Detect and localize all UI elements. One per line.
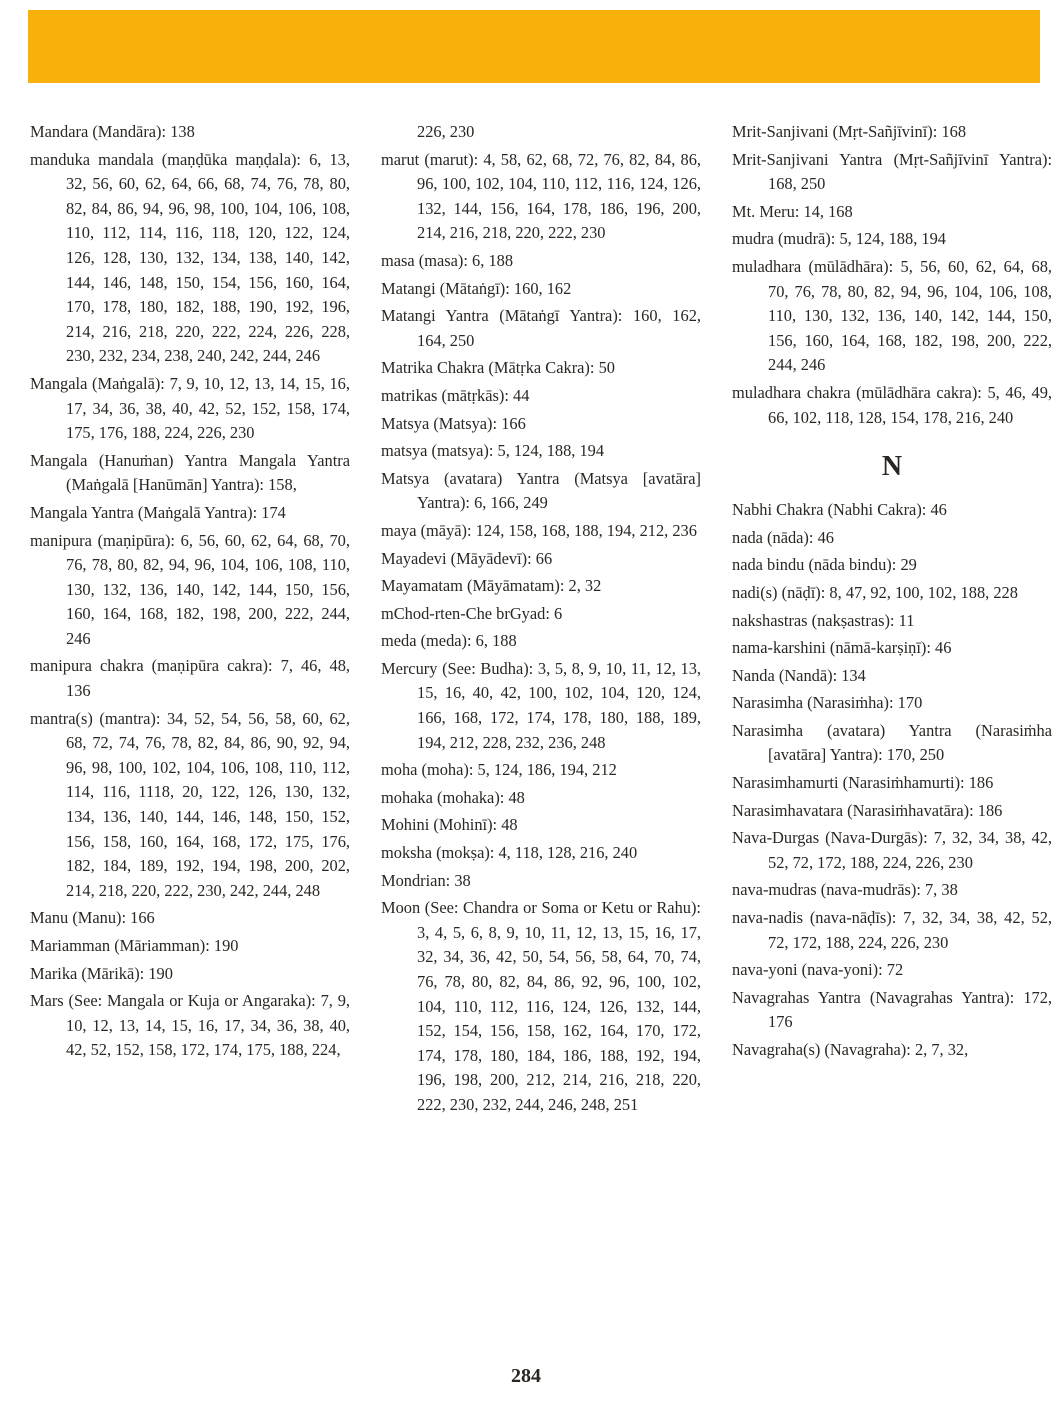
entry-term: Mangala (Maṅgalā): <box>30 373 165 393</box>
index-entry <box>381 813 701 838</box>
entry-page-refs: 48 <box>508 787 525 807</box>
entry-page-refs: 46 <box>930 500 947 520</box>
entry-term: manduka mandala (maṇḍūka maṇḍala): <box>30 149 301 169</box>
entry-term: Nanda (Nandā): <box>732 665 838 685</box>
index-entry <box>732 1038 1052 1063</box>
entry-term: Mohini (Mohinī): <box>381 815 498 835</box>
entry-term: Mandara (Mandāra): <box>30 122 167 141</box>
entry-term: Navagraha(s) (Navagraha): <box>732 1040 911 1059</box>
entry-page-refs: 6, 166, 249 <box>474 493 548 513</box>
index-entry <box>732 719 1052 768</box>
index-entry <box>381 657 701 755</box>
index-entry <box>381 602 701 627</box>
entry-page-refs: 166 <box>501 413 526 433</box>
entry-page-refs: 7, 32, 34, 38, 42, 52, 72, 172, 188, 224, 226, 230 <box>768 828 1052 872</box>
entry-term: Mrit-Sanjivani Yantra (Mṛt-Sañjīvinī Yantra): <box>732 149 1052 169</box>
entry-page-refs: 174 <box>261 502 286 522</box>
index-entry <box>381 519 701 544</box>
index-entry <box>30 906 350 931</box>
entry-page-refs: 124, 158, 168, 188, 194, 212, 236 <box>475 520 697 540</box>
index-column-2 <box>381 120 701 1121</box>
index-column-1 <box>30 120 350 1066</box>
index-entry <box>732 581 1052 606</box>
entry-term: manipura chakra (maṇipūra cakra): <box>30 656 273 676</box>
entry-page-refs: 46 <box>935 638 952 658</box>
entry-page-refs: 4, 118, 128, 216, 240 <box>498 843 638 863</box>
entry-page-refs: 7, 9, 10, 12, 13, 14, 15, 16, 17, 34, 36, 38, 40, 42, 52, 152, 158, 174, 175, 176, 188, 224, 226, 230 <box>66 373 350 443</box>
entry-term: nada (nāda): <box>732 527 814 547</box>
index-entry <box>30 372 350 446</box>
entry-term: Mangala (Hanuṁan) Yantra Mangala Yantra (Maṅgalā [Hanūmān] Yantra): <box>30 450 350 495</box>
entry-page-refs: 7, 9, 10, 12, 13, 14, 15, 16, 17, 34, 36, 38, 40, 42, 52, 152, 158, 172, 174, 175, 188, 224, <box>66 991 350 1060</box>
entry-page-refs: 166 <box>130 908 155 928</box>
entry-term: Nabhi Chakra (Nabhi Cakra): <box>732 500 927 520</box>
entry-page-refs: 6, 13, 32, 56, 60, 62, 64, 66, 68, 74, 76, 78, 80, 82, 84, 86, 94, 96, 98, 100, 104, 106, 108, 110, 112, 114, 116, 118, 120, 122, 124, 126, 128, 130, 132, 134, 138, 140, 142, 144, 146, 148, 150, 154, 156, 160, 164, 170, 178, 180, 182, 188, 190, 192, 196, 214, 216, 218, 220, 222, 224, 226, 228, 230, 232, 234, 238, 240, 242, 244, 246 <box>66 149 350 366</box>
entry-page-refs: 5, 46, 49, 66, 102, 118, 128, 154, 178, 216, 240 <box>768 382 1052 427</box>
index-column-3 <box>732 120 1052 1066</box>
entry-term: moksha (mokṣa): <box>381 843 495 863</box>
entry-page-refs: 170 <box>897 693 923 713</box>
index-entry <box>732 609 1052 634</box>
entry-page-refs: 66 <box>535 548 553 568</box>
entry-page-refs: 48 <box>501 815 518 835</box>
section-letter-heading: N <box>881 451 903 483</box>
index-entry <box>30 501 350 526</box>
index-entry <box>381 412 701 437</box>
entry-term: Manu (Manu): <box>30 908 127 928</box>
entry-term: Mayamatam (Māyāmatam): <box>381 576 565 596</box>
entry-page-refs: 138 <box>170 122 195 141</box>
entry-page-refs: 160, 162 <box>513 278 572 298</box>
entry-page-refs: 11 <box>898 610 915 630</box>
index-entry <box>30 989 350 1063</box>
index-entry <box>30 654 350 703</box>
entry-page-refs: 186 <box>977 800 1003 820</box>
entry-page-refs: 134 <box>841 665 866 685</box>
entry-term: Marika (Mārikā): <box>30 963 145 983</box>
entry-term: Narasimhavatara (Narasiṁhavatāra): <box>732 800 974 820</box>
index-entry <box>732 200 1052 225</box>
entry-term: nada bindu (nāda bindu): <box>732 555 897 575</box>
entry-term: meda (meda): <box>381 631 472 651</box>
entry-page-refs: 6, 188 <box>475 631 517 651</box>
entry-term: mohaka (mohaka): <box>381 787 505 807</box>
entry-page-refs: 186 <box>968 773 994 793</box>
entry-page-refs: 5, 124, 188, 194 <box>839 229 946 249</box>
entry-page-refs: 170, 250 <box>886 745 945 765</box>
entry-term: Mayadevi (Māyādevī): <box>381 548 532 568</box>
index-entry <box>732 381 1052 430</box>
index-entry <box>732 691 1052 716</box>
entry-term: Narasimhamurti (Narasiṁhamurti): <box>732 773 965 793</box>
index-entry <box>732 227 1052 252</box>
index-entry <box>381 841 701 866</box>
index-entry <box>381 148 701 246</box>
entry-term: Matrika Chakra (Mātṛka Cakra): <box>381 358 595 378</box>
index-entry <box>732 255 1052 378</box>
entry-term: nava-nadis (nava-nāḍīs): <box>732 908 897 928</box>
entry-term: Mangala Yantra (Maṅgalā Yantra): <box>30 502 258 522</box>
entry-term: matsya (matsya): <box>381 441 494 461</box>
index-entry <box>381 786 701 811</box>
entry-term: muladhara (mūlādhāra): <box>732 256 894 276</box>
page-number: 284 <box>511 1365 541 1387</box>
index-entry <box>732 799 1052 824</box>
entry-page-refs: 172, 176 <box>768 987 1052 1032</box>
entry-term: nava-yoni (nava-yoni): <box>732 960 883 980</box>
entry-page-refs: 7, 46, 48, 136 <box>66 656 350 701</box>
entry-term: nadi(s) (nāḍī): <box>732 582 826 602</box>
index-entry <box>732 120 1052 145</box>
entry-page-refs: 160, 162, 164, 250 <box>417 306 701 350</box>
entry-page-refs: 158, <box>268 475 297 495</box>
entry-page-refs: 38 <box>454 870 471 890</box>
index-entry <box>30 707 350 904</box>
entry-term: Matsya (Matsya): <box>381 413 498 433</box>
index-entry <box>732 498 1052 523</box>
entry-page-refs: 5, 56, 60, 62, 64, 68, 70, 76, 78, 80, 82, 94, 96, 104, 106, 108, 110, 130, 132, 136, 140, 142, 144, 150, 156, 160, 164, 168, 182, 198, 200, 222, 244, 246 <box>768 256 1052 375</box>
entry-page-refs: 8, 47, 92, 100, 102, 188, 228 <box>829 582 1018 602</box>
entry-term: nakshastras (nakṣastras): <box>732 610 895 630</box>
index-entry <box>732 878 1052 903</box>
entry-term: Matsya (avatara) Yantra (Matsya [avatāra] Yantra): <box>381 468 701 513</box>
index-entry <box>381 356 701 381</box>
index-entry <box>381 384 701 409</box>
entry-page-refs: 4, 58, 62, 68, 72, 76, 82, 84, 86, 96, 100, 102, 104, 110, 112, 116, 124, 126, 132, 144, 156, 164, 178, 186, 196, 200, 214, 216, 218, 220, 222, 230 <box>417 149 701 243</box>
index-entry <box>30 148 350 369</box>
entry-page-refs: 44 <box>513 385 530 405</box>
index-entry <box>381 629 701 654</box>
index-entry <box>381 896 701 1117</box>
index-entry <box>732 986 1052 1035</box>
entry-term: marut (marut): <box>381 149 479 169</box>
entry-page-refs: 46 <box>817 527 834 547</box>
entry-page-refs: 2, 7, 32, <box>914 1040 969 1059</box>
entry-page-refs: 190 <box>148 963 173 983</box>
index-entry <box>732 526 1052 551</box>
entry-term: Nava-Durgas (Nava-Durgās): <box>732 828 928 848</box>
entry-term: Navagrahas Yantra (Navagrahas Yantra): <box>732 987 1015 1007</box>
entry-term: Narasimha (avatara) Yantra (Narasiṁha [avatāra] Yantra): <box>732 720 1052 765</box>
entry-term: matrikas (mātṛkās): <box>381 385 509 405</box>
entry-page-refs: 2, 32 <box>568 576 602 596</box>
index-entry <box>732 148 1052 197</box>
entry-term: maya (māyā): <box>381 520 472 540</box>
entry-term: Moon (See: Chandra or Soma or Ketu or Rahu): <box>381 898 701 918</box>
entry-term: Mariamman (Māriamman): <box>30 936 210 955</box>
index-entry <box>732 771 1052 796</box>
entry-page-refs: 14, 168 <box>803 201 853 221</box>
index-entry <box>381 277 701 302</box>
header-banner <box>28 10 1040 83</box>
index-entry <box>30 934 350 959</box>
entry-term: moha (moha): <box>381 760 474 780</box>
index-entry <box>381 869 701 894</box>
index-entry <box>381 758 701 783</box>
entry-page-refs: 168 <box>941 122 967 141</box>
index-entry <box>30 962 350 987</box>
index-entry <box>732 906 1052 955</box>
entry-term: Mrit-Sanjivani (Mṛt-Sañjīvinī): <box>732 122 938 141</box>
entry-page-refs: 3, 4, 5, 6, 8, 9, 10, 11, 12, 13, 15, 16, 17, 32, 34, 36, 42, 50, 54, 56, 58, 64, 70, 74, 76, 78, 80, 82, 84, 86, 92, 96, 100, 102, 104, 110, 112, 116, 124, 126, 132, 144, 152, 154, 156, 158, 162, 164, 170, 172, 174, 178, 180, 184, 186, 188, 192, 194, 196, 198, 200, 212, 214, 216, 218, 220, 222, 230, 232, 244, 246, 248, 251 <box>417 922 701 1114</box>
entry-term: Mt. Meru: <box>732 201 800 221</box>
index-entry <box>381 249 701 274</box>
entry-page-refs: 50 <box>598 358 615 378</box>
entry-term: muladhara chakra (mūlādhāra cakra): <box>732 382 982 402</box>
entry-term: Matangi Yantra (Mātaṅgī Yantra): <box>381 306 623 326</box>
entry-term: masa (masa): <box>381 250 468 270</box>
entry-term: Narasimha (Narasiṁha): <box>732 693 894 713</box>
entry-page-refs: 190 <box>213 936 239 955</box>
entry-page-refs: 6 <box>554 603 563 623</box>
index-entry <box>732 664 1052 689</box>
index-entry <box>30 120 350 145</box>
entry-term: Mondrian: <box>381 870 451 890</box>
entry-term: nama-karshini (nāmā-karṣiṇī): <box>732 638 931 658</box>
index-entry <box>381 574 701 599</box>
entry-page-refs: 34, 52, 54, 56, 58, 60, 62, 68, 72, 74, 76, 78, 82, 84, 86, 90, 92, 94, 96, 98, 100, 102, 104, 106, 108, 110, 112, 114, 116, 1118, 20, 122, 126, 130, 132, 134, 136, 140, 144, 146, 148, 150, 152, 156, 158, 160, 164, 168, 172, 175, 176, 182, 184, 189, 192, 194, 198, 200, 202, 214, 218, 220, 222, 230, 242, 244, 248 <box>66 708 350 900</box>
entry-page-refs: 5, 124, 188, 194 <box>497 441 605 461</box>
entry-page-refs: 72 <box>886 960 904 980</box>
index-entry <box>381 467 701 516</box>
index-entry <box>732 636 1052 661</box>
entry-term: mantra(s) (mantra): <box>30 708 161 728</box>
entry-page-refs: 3, 5, 8, 9, 10, 11, 12, 13, 15, 16, 40, 42, 100, 102, 104, 120, 124, 166, 168, 172, 174, 178, 180, 188, 189, 194, 212, 228, 232, 236, 248 <box>417 658 701 752</box>
entry-page-refs: 5, 124, 186, 194, 212 <box>477 760 617 780</box>
entry-term: Mercury (See: Budha): <box>381 658 534 678</box>
index-entry <box>30 449 350 498</box>
index-entry <box>381 439 701 464</box>
entry-term: mudra (mudrā): <box>732 229 836 249</box>
entry-term: nava-mudras (nava-mudrās): <box>732 880 921 900</box>
entry-term: mChod-rten-Che brGyad: <box>381 603 550 623</box>
continuation-pages: 226, 230 <box>417 122 475 141</box>
index-entry <box>732 553 1052 578</box>
index-entry <box>30 529 350 652</box>
index-entry <box>381 547 701 572</box>
entry-term: Matangi (Mātaṅgī): <box>381 278 510 298</box>
entry-term: manipura (maṇipūra): <box>30 530 175 550</box>
entry-page-refs: 6, 56, 60, 62, 64, 68, 70, 76, 78, 80, 82, 94, 96, 104, 106, 108, 110, 130, 132, 136, 140, 142, 144, 150, 156, 160, 164, 168, 182, 198, 200, 222, 244, 246 <box>66 530 350 648</box>
entry-page-refs: 168, 250 <box>768 174 826 194</box>
entry-page-refs: 7, 38 <box>924 880 958 900</box>
entry-page-refs: 7, 32, 34, 38, 42, 52, 72, 172, 188, 224, 226, 230 <box>768 908 1052 952</box>
index-entry <box>732 958 1052 983</box>
index-entry <box>381 304 701 353</box>
entry-page-refs: 6, 188 <box>472 250 514 270</box>
entry-term: Mars (See: Mangala or Kuja or Angaraka): <box>30 991 316 1011</box>
index-entry <box>732 826 1052 875</box>
entry-page-refs: 29 <box>900 555 917 575</box>
